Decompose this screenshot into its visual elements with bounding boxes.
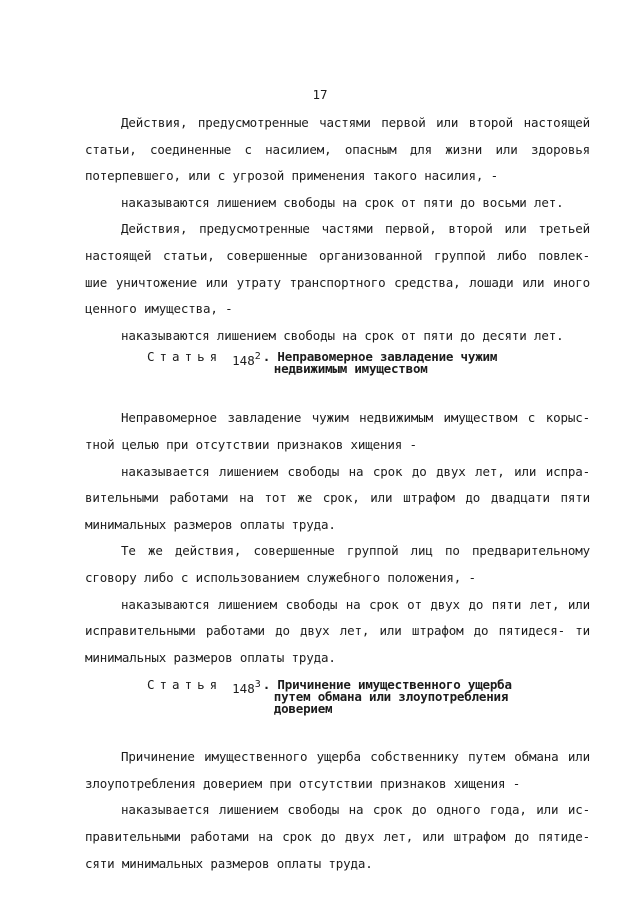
paragraph: Причинение имущественного ущерба собственнику путем обмана или злоупотребления доверием при отсутствии признаков хищения - bbox=[85, 749, 590, 791]
paragraph: наказывается лишением свободы на срок до одного года, или ис- правительными работами на срок до двух лет, или штрафом до пятиде- сяти минимальных размеров оплаты труда. bbox=[85, 802, 590, 871]
paragraph: наказываются лишением свободы на срок от двух до пяти лет, или исправительными работами до двух лет, или штрафом до пятидеся- ти минимальных размеров оплаты труда. bbox=[85, 596, 590, 665]
article-heading-148-2 bbox=[147, 351, 590, 375]
paragraph: наказываются лишением свободы на срок от пяти до десяти лет. bbox=[121, 327, 564, 343]
article-label: Статья bbox=[147, 677, 223, 693]
paragraph: наказываются лишением свободы на срок от пяти до восьми лет. bbox=[121, 194, 564, 210]
article-superscript: 2 bbox=[254, 351, 261, 363]
article-number: $148^3$ bbox=[232, 679, 261, 697]
article-number: $148^2$ bbox=[232, 351, 261, 369]
paragraph: Те же действия, совершенные группой лиц по предварительному сговору либо с использованием служебного положения, - bbox=[85, 543, 590, 585]
article-label: Статья bbox=[147, 349, 223, 365]
page-number: 17 bbox=[312, 87, 328, 102]
article-title: . Неправомерное завладение чужим недвижимым имуществом bbox=[262, 349, 498, 377]
page-content bbox=[85, 110, 590, 877]
paragraph: Неправомерное завладение чужим недвижимым имуществом с корыс- тной целью при отсутствии признаков хищения - bbox=[85, 410, 590, 452]
article-title: . Причинение имущественного ущерба путем обмана или злоупотребления доверием bbox=[262, 677, 512, 717]
paragraph: Действия, предусмотренные частями первой или второй настоящей статьи, соединенные с насилием, опасным для жизни или здоровья потерпевшего, или с угрозой применения такого насилия, - bbox=[85, 115, 590, 184]
article-heading-148-3 bbox=[147, 679, 590, 715]
paragraph: наказывается лишением свободы на срок до двух лет, или испра- вительными работами на тот же срок, или штрафом до двадцати пяти минимальных размеров оплаты труда. bbox=[85, 463, 590, 532]
paragraph: Действия, предусмотренные частями первой, второй или третьей настоящей статьи, совершенные организованной группой либо повлек- шие уничтожение или утрату транспортного средства, лошади или иного ценного имущества, - bbox=[85, 221, 590, 317]
article-superscript: 3 bbox=[254, 679, 261, 691]
